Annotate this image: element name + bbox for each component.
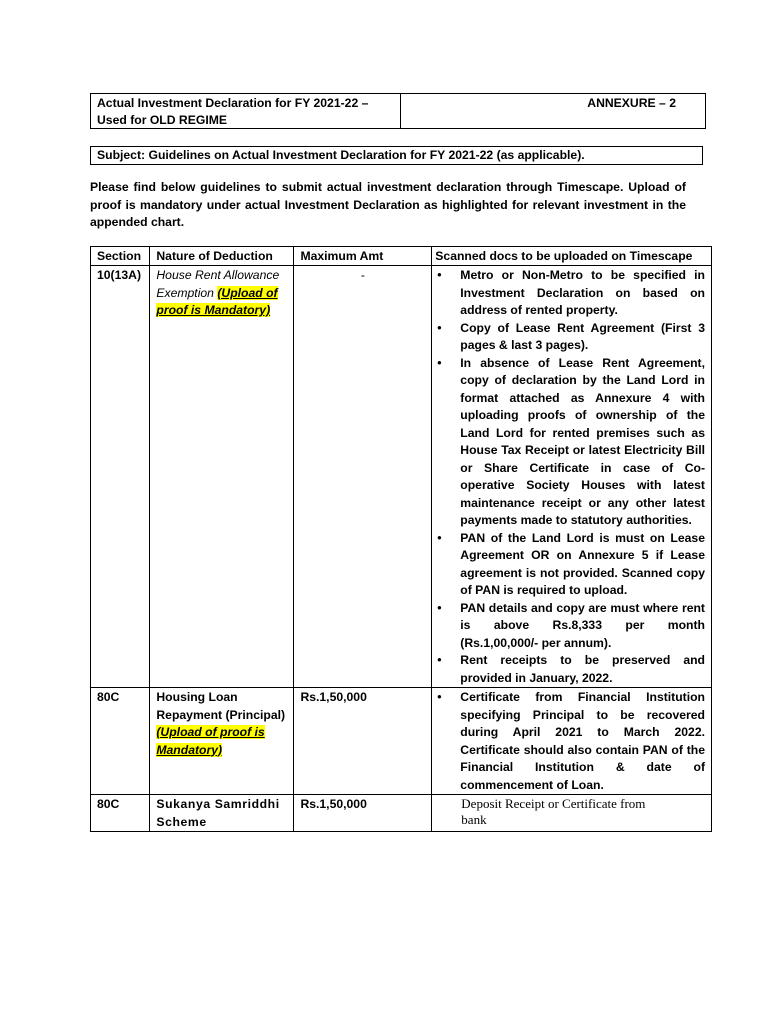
header-box [90,93,706,129]
document [90,93,712,832]
nature-text: Housing Loan Repayment (Principal) [156,690,286,722]
table-row [91,795,712,832]
header-nature: Nature of Deduction [150,246,294,266]
row-docs: Deposit Receipt or Certificate from bank [432,795,712,832]
list-item: • Rent receipts to be preserved and provided in January, 2022. [437,653,705,685]
annexure-label: ANNEXURE – 2 [587,96,676,110]
row-nature: Sukanya Samriddhi Scheme [150,795,294,832]
nature-text: House Rent Allowance Exemption [156,268,280,300]
list-item: • PAN of the Land Lord is must on Lease Agreement OR on Annexure 5 if Lease agreement is not provided. Scanned copy of PAN is required to upload. [437,530,705,597]
row-max-amt: - [294,266,432,688]
bullet-icon: • [437,600,442,615]
row-max-amt: Rs.1,50,000 [294,688,432,795]
table-row [91,266,712,688]
header-section: Section [91,246,150,266]
bullet-icon: • [437,653,442,667]
row-nature [150,266,294,688]
row-docs [432,688,712,795]
bullet-icon: • [437,320,442,335]
row-max-amt: Rs.1,50,000 [294,795,432,832]
list-item: • Certificate from Financial Institution specifying Principal to be recovered during April 2021 to March 2022. Certificate should also contain PAN of the Financial Institution & date of commencement of Loan. [437,690,705,792]
header-max-amt: Maximum Amt [294,246,432,266]
mandatory-highlight: (Upload of proof is Mandatory) [156,725,265,757]
row-docs [432,266,712,688]
list-item: • PAN details and copy are must where rent is above Rs.8,333 per month (Rs.1,00,000/- per annum). [437,600,705,650]
header-title-line2: Used for OLD REGIME [97,113,228,127]
header-title [91,94,401,128]
row-section: 80C [91,795,150,832]
bullet-icon: • [437,530,442,545]
bullet-icon: • [437,268,442,282]
mandatory-highlight: (Upload of proof is Mandatory) [156,285,278,317]
bullet-icon: • [437,355,442,370]
table-header-row [91,246,712,266]
header-title-line1: Actual Investment Declaration for FY 2021-22 – [97,96,369,110]
list-item: • Copy of Lease Rent Agreement (First 3 pages & last 3 pages). [437,320,705,352]
list-item: • In absence of Lease Rent Agreement, copy of declaration by the Land Lord in format attached as Annexure 4 with uploading proofs of ownership of the Land Lord for rented premises such as House Tax Receipt or latest Electricity Bill or Share Certificate in case of Co-operative Society Houses with latest maintenance receipt or any other latest payments made to statutory authorities. [437,355,705,527]
bullet-icon: • [437,690,442,704]
list-item: • Metro or Non-Metro to be specified in Investment Declaration on based on address of rented property. [437,268,705,317]
subject-line: Subject: Guidelines on Actual Investment Declaration for FY 2021-22 (as applicable). [90,146,703,165]
row-nature [150,688,294,795]
deduction-table [90,246,712,833]
row-section: 10(13A) [91,266,150,688]
table-row [91,688,712,795]
row-section: 80C [91,688,150,795]
header-docs: Scanned docs to be uploaded on Timescape [432,246,712,266]
intro-paragraph: Please find below guidelines to submit actual investment declaration through Timescape. Upload of proof is mandatory under actual Investment Declaration as highlighted for relevant investment in the appended chart. [90,180,686,229]
